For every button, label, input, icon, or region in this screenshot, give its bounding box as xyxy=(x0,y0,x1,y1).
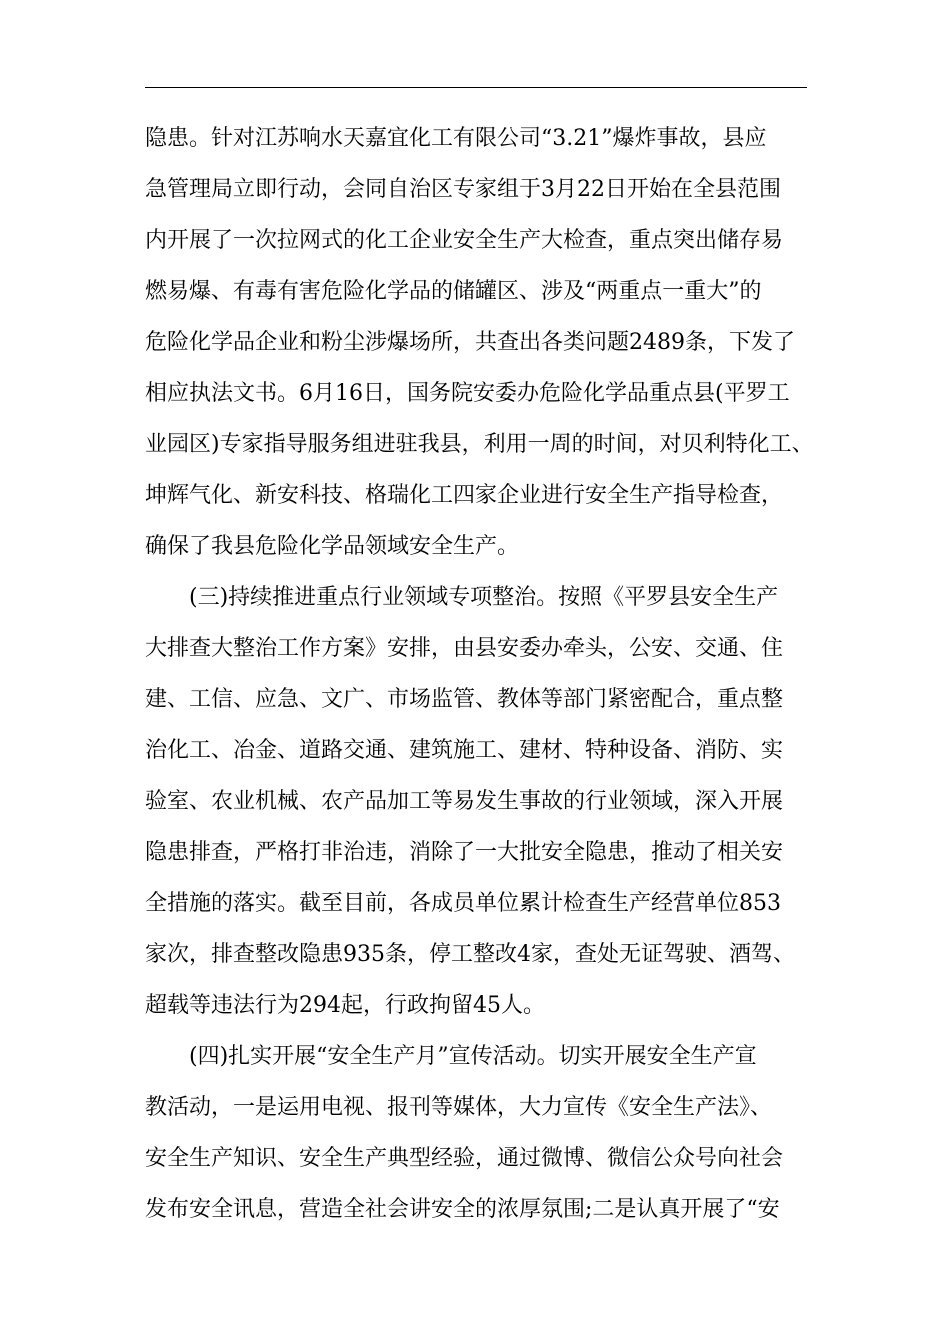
text-line: 大排查大整治工作方案》安排，由县安委办牵头，公安、交通、住 xyxy=(145,636,784,661)
text-line: 相应执法文书。6月16日，国务院安委办危险化学品重点县(平罗工 xyxy=(145,381,790,406)
text-line: 隐患。针对江苏响水天嘉宜化工有限公司“3.21”爆炸事故，县应 xyxy=(145,126,767,151)
text-line: 治化工、冶金、道路交通、建筑施工、建材、特种设备、消防、实 xyxy=(145,738,784,763)
text-line: 隐患排查，严格打非治违，消除了一大批安全隐患，推动了相关安 xyxy=(145,840,784,865)
text-line: 安全生产知识、安全生产典型经验，通过微博、微信公众号向社会 xyxy=(145,1146,784,1171)
text-line: 家次，排查整改隐患935条，停工整改4家，查处无证驾驶、酒驾、 xyxy=(145,942,795,967)
text-line: 内开展了一次拉网式的化工企业安全生产大检查，重点突出储存易 xyxy=(145,228,784,253)
text-line: 坤辉气化、新安科技、格瑞化工四家企业进行安全生产指导检查， xyxy=(145,483,784,508)
text-line: 急管理局立即行动，会同自治区专家组于3月22日开始在全县范围 xyxy=(145,177,781,202)
text-line: 全措施的落实。截至目前，各成员单位累计检查生产经营单位853 xyxy=(145,891,781,916)
text-line: (三)持续推进重点行业领域专项整治。按照《平罗县安全生产 xyxy=(189,585,779,610)
text-line: 超载等违法行为294起，行政拘留45人。 xyxy=(145,993,545,1018)
header-rule xyxy=(145,87,807,88)
text-line: (四)扎实开展“安全生产月”宣传活动。切实开展安全生产宣 xyxy=(189,1044,757,1069)
text-line: 业园区)专家指导服务组进驻我县，利用一周的时间，对贝利特化工、 xyxy=(145,432,814,457)
text-line: 危险化学品企业和粉尘涉爆场所，共查出各类问题2489条，下发了 xyxy=(145,330,795,355)
text-line: 建、工信、应急、文广、市场监管、教体等部门紧密配合，重点整 xyxy=(145,687,784,712)
body-text xyxy=(145,113,825,1235)
text-line: 教活动，一是运用电视、报刊等媒体，大力宣传《安全生产法》、 xyxy=(145,1095,773,1120)
text-line: 验室、农业机械、农产品加工等易发生事故的行业领域，深入开展 xyxy=(145,789,784,814)
text-line: 发布安全讯息，营造全社会讲安全的浓厚氛围;二是认真开展了“安 xyxy=(145,1197,780,1222)
text-line: 确保了我县危险化学品领域安全生产。 xyxy=(145,534,520,559)
text-line: 燃易爆、有毒有害危险化学品的储罐区、涉及“两重点一重大”的 xyxy=(145,279,762,304)
